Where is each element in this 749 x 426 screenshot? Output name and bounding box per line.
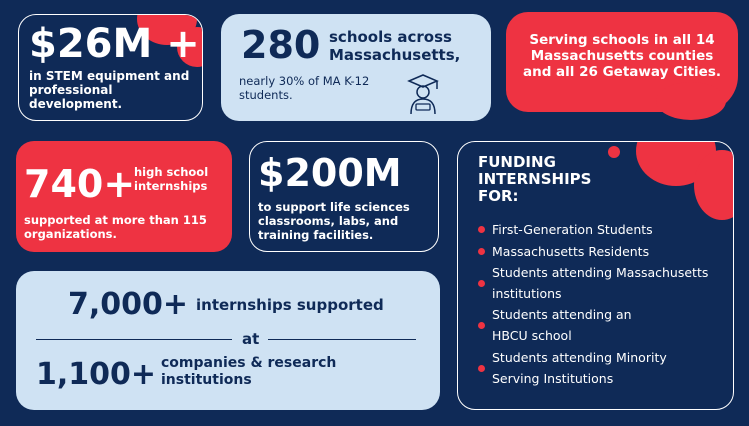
schools-headline: schools across Massachusetts,: [329, 28, 461, 64]
funding-amount: $200M: [258, 151, 402, 195]
bullet-dot: [478, 322, 485, 329]
total-internships-count: 7,000+: [68, 287, 189, 322]
schools-count: 280: [241, 23, 321, 67]
totals-card: [16, 271, 440, 410]
stem-amount: $26M +: [29, 21, 200, 67]
stem-description: in STEM equipment and professional development.: [29, 69, 190, 111]
internships-label: high school internships: [134, 165, 209, 193]
bullet-dot: [478, 248, 485, 255]
bullet-dot: [478, 280, 485, 287]
stem-card: [18, 14, 203, 121]
graduate-icon: [405, 72, 441, 116]
bullet-dot: [478, 365, 485, 372]
divider-right: [268, 339, 416, 340]
decorative-blob: [608, 146, 620, 158]
funding-list-item: Students attending Massachusetts institutions: [492, 265, 709, 301]
schools-subtext: nearly 30% of MA K-12 students.: [239, 74, 370, 102]
funding-list-item: Students attending an HBCU school: [492, 307, 632, 343]
funding-description: to support life sciences classrooms, labs, and training facilities.: [258, 200, 410, 242]
total-internships-label: internships supported: [196, 296, 384, 314]
total-companies-label: companies & research institutions: [161, 355, 337, 388]
funding-200m-card: [249, 141, 439, 252]
at-label: at: [242, 330, 260, 348]
funding-list-item: Massachusetts Residents: [492, 244, 650, 259]
counties-card: [506, 12, 738, 120]
funding-for-card: [457, 141, 734, 410]
decorative-blob: [656, 82, 726, 120]
internships-description: supported at more than 115 organizations.: [24, 213, 207, 241]
internships-count: 740+: [24, 162, 136, 206]
funding-list-item: First-Generation Students: [492, 222, 653, 237]
schools-card: [221, 14, 491, 121]
internships-card: [16, 141, 232, 252]
funding-list-item: Students attending Minority Serving Institutions: [492, 350, 667, 386]
bullet-dot: [478, 226, 485, 233]
divider-left: [36, 339, 232, 340]
total-companies-count: 1,100+: [36, 357, 157, 392]
counties-text: Serving schools in all 14 Massachusetts counties and all 26 Getaway Cities.: [522, 32, 722, 80]
funding-for-title: FUNDING INTERNSHIPS FOR:: [478, 153, 592, 205]
